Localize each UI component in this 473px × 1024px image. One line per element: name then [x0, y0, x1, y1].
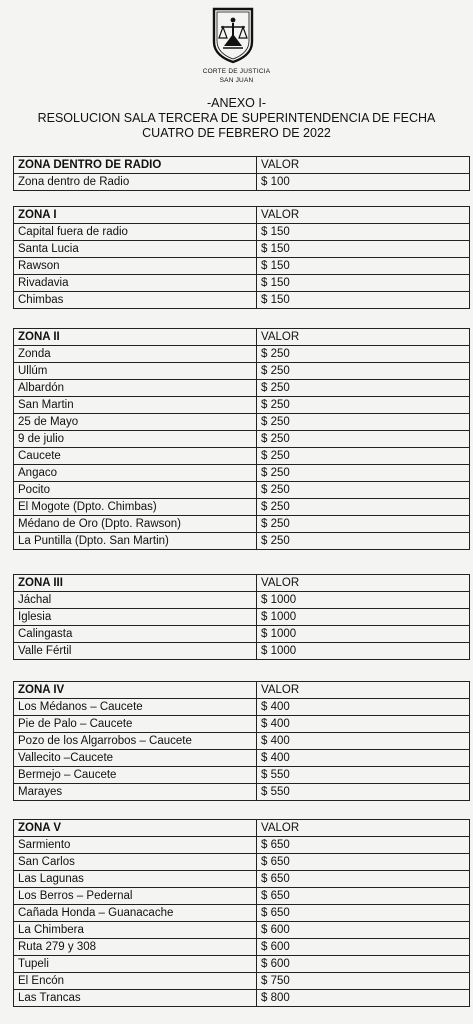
place-name: Sarmiento [14, 837, 257, 854]
zone-name: ZONA IV [14, 682, 257, 699]
place-value: $ 400 [257, 750, 470, 767]
table-row [14, 888, 470, 905]
place-name: Angaco [14, 465, 257, 482]
place-value: $ 150 [257, 292, 470, 309]
court-emblem-icon [210, 6, 256, 64]
place-name: Los Médanos – Caucete [14, 699, 257, 716]
zone-name: ZONA III [14, 575, 257, 592]
table-row [14, 837, 470, 854]
place-name: Valle Fértil [14, 643, 257, 660]
zone-table-header [14, 207, 470, 224]
place-value: $ 250 [257, 516, 470, 533]
table-row [14, 871, 470, 888]
place-value: $ 600 [257, 956, 470, 973]
place-name: Chimbas [14, 292, 257, 309]
zone-table [13, 819, 470, 1007]
table-row [14, 592, 470, 609]
place-name: El Encón [14, 973, 257, 990]
place-name: Marayes [14, 784, 257, 801]
place-name: Iglesia [14, 609, 257, 626]
place-name: Médano de Oro (Dpto. Rawson) [14, 516, 257, 533]
place-value: $ 150 [257, 275, 470, 292]
place-name: El Mogote (Dpto. Chimbas) [14, 499, 257, 516]
place-name: San Carlos [14, 854, 257, 871]
table-row [14, 465, 470, 482]
place-name: Zona dentro de Radio [14, 174, 257, 191]
place-name: Capital fuera de radio [14, 224, 257, 241]
place-name: Jáchal [14, 592, 257, 609]
court-name-line1: CORTE DE JUSTICIA [202, 68, 271, 75]
value-column-header: VALOR [257, 329, 470, 346]
place-name: San Martin [14, 397, 257, 414]
table-row [14, 939, 470, 956]
resolution-date: CUATRO DE FEBRERO DE 2022 [142, 126, 331, 140]
table-row [14, 973, 470, 990]
table-row [14, 292, 470, 309]
place-value: $ 650 [257, 854, 470, 871]
zone-name: ZONA V [14, 820, 257, 837]
value-column-header: VALOR [257, 682, 470, 699]
table-row [14, 626, 470, 643]
table-row [14, 956, 470, 973]
place-value: $ 550 [257, 767, 470, 784]
place-name: Pozo de los Algarrobos – Caucete [14, 733, 257, 750]
place-name: Albardón [14, 380, 257, 397]
table-row [14, 224, 470, 241]
table-row [14, 784, 470, 801]
place-value: $ 250 [257, 499, 470, 516]
table-row [14, 905, 470, 922]
place-value: $ 150 [257, 258, 470, 275]
table-row [14, 258, 470, 275]
place-value: $ 400 [257, 733, 470, 750]
place-name: La Puntilla (Dpto. San Martin) [14, 533, 257, 550]
place-name: 9 de julio [14, 431, 257, 448]
table-row [14, 716, 470, 733]
place-value: $ 1000 [257, 592, 470, 609]
zone-table-header [14, 329, 470, 346]
place-value: $ 250 [257, 448, 470, 465]
place-value: $ 250 [257, 346, 470, 363]
table-row [14, 609, 470, 626]
table-row [14, 448, 470, 465]
annex-label: -ANEXO I- [206, 96, 267, 110]
value-column-header: VALOR [257, 157, 470, 174]
zone-table-header [14, 820, 470, 837]
place-value: $ 650 [257, 871, 470, 888]
place-name: Zonda [14, 346, 257, 363]
table-row [14, 363, 470, 380]
zone-table [13, 328, 470, 550]
place-value: $ 1000 [257, 626, 470, 643]
place-value: $ 400 [257, 716, 470, 733]
table-row [14, 750, 470, 767]
zone-table-header [14, 157, 470, 174]
place-value: $ 250 [257, 533, 470, 550]
place-name: Rivadavia [14, 275, 257, 292]
table-row [14, 767, 470, 784]
place-value: $ 1000 [257, 609, 470, 626]
place-value: $ 250 [257, 397, 470, 414]
place-value: $ 1000 [257, 643, 470, 660]
place-value: $ 600 [257, 939, 470, 956]
table-row [14, 174, 470, 191]
table-row [14, 431, 470, 448]
table-row [14, 397, 470, 414]
zone-table [13, 206, 470, 309]
place-name: Ullúm [14, 363, 257, 380]
place-name: Las Lagunas [14, 871, 257, 888]
place-value: $ 600 [257, 922, 470, 939]
table-row [14, 380, 470, 397]
table-row [14, 854, 470, 871]
place-name: Rawson [14, 258, 257, 275]
place-value: $ 650 [257, 888, 470, 905]
zone-table [13, 574, 470, 660]
place-value: $ 750 [257, 973, 470, 990]
place-value: $ 650 [257, 837, 470, 854]
place-name: Vallecito –Caucete [14, 750, 257, 767]
place-value: $ 250 [257, 414, 470, 431]
table-row [14, 482, 470, 499]
zone-table [13, 681, 470, 801]
court-name-line2: SAN JUAN [219, 77, 254, 84]
place-value: $ 150 [257, 224, 470, 241]
place-name: Las Trancas [14, 990, 257, 1007]
place-name: Ruta 279 y 308 [14, 939, 257, 956]
zone-name: ZONA II [14, 329, 257, 346]
place-value: $ 150 [257, 241, 470, 258]
place-name: Cañada Honda – Guanacache [14, 905, 257, 922]
place-name: Calingasta [14, 626, 257, 643]
table-row [14, 275, 470, 292]
place-name: Pie de Palo – Caucete [14, 716, 257, 733]
place-name: La Chimbera [14, 922, 257, 939]
place-value: $ 550 [257, 784, 470, 801]
zone-name: ZONA I [14, 207, 257, 224]
resolution-title: RESOLUCION SALA TERCERA DE SUPERINTENDENCIA DE FECHA [37, 111, 436, 125]
table-row [14, 922, 470, 939]
value-column-header: VALOR [257, 575, 470, 592]
place-name: Pocito [14, 482, 257, 499]
table-row [14, 643, 470, 660]
place-value: $ 100 [257, 174, 470, 191]
place-value: $ 400 [257, 699, 470, 716]
table-row [14, 990, 470, 1007]
place-name: Bermejo – Caucete [14, 767, 257, 784]
zone-name: ZONA DENTRO DE RADIO [14, 157, 257, 174]
zone-table-header [14, 575, 470, 592]
table-row [14, 414, 470, 431]
table-row [14, 699, 470, 716]
table-row [14, 733, 470, 750]
zone-table-header [14, 682, 470, 699]
value-column-header: VALOR [257, 820, 470, 837]
place-name: Caucete [14, 448, 257, 465]
table-row [14, 241, 470, 258]
place-value: $ 250 [257, 482, 470, 499]
table-row [14, 533, 470, 550]
table-row [14, 499, 470, 516]
place-value: $ 250 [257, 380, 470, 397]
place-value: $ 250 [257, 465, 470, 482]
place-value: $ 800 [257, 990, 470, 1007]
zone-table [13, 156, 470, 191]
place-value: $ 250 [257, 363, 470, 380]
place-value: $ 650 [257, 905, 470, 922]
place-name: Los Berros – Pedernal [14, 888, 257, 905]
value-column-header: VALOR [257, 207, 470, 224]
table-row [14, 516, 470, 533]
place-value: $ 250 [257, 431, 470, 448]
place-name: Santa Lucia [14, 241, 257, 258]
table-row [14, 346, 470, 363]
place-name: Tupeli [14, 956, 257, 973]
place-name: 25 de Mayo [14, 414, 257, 431]
